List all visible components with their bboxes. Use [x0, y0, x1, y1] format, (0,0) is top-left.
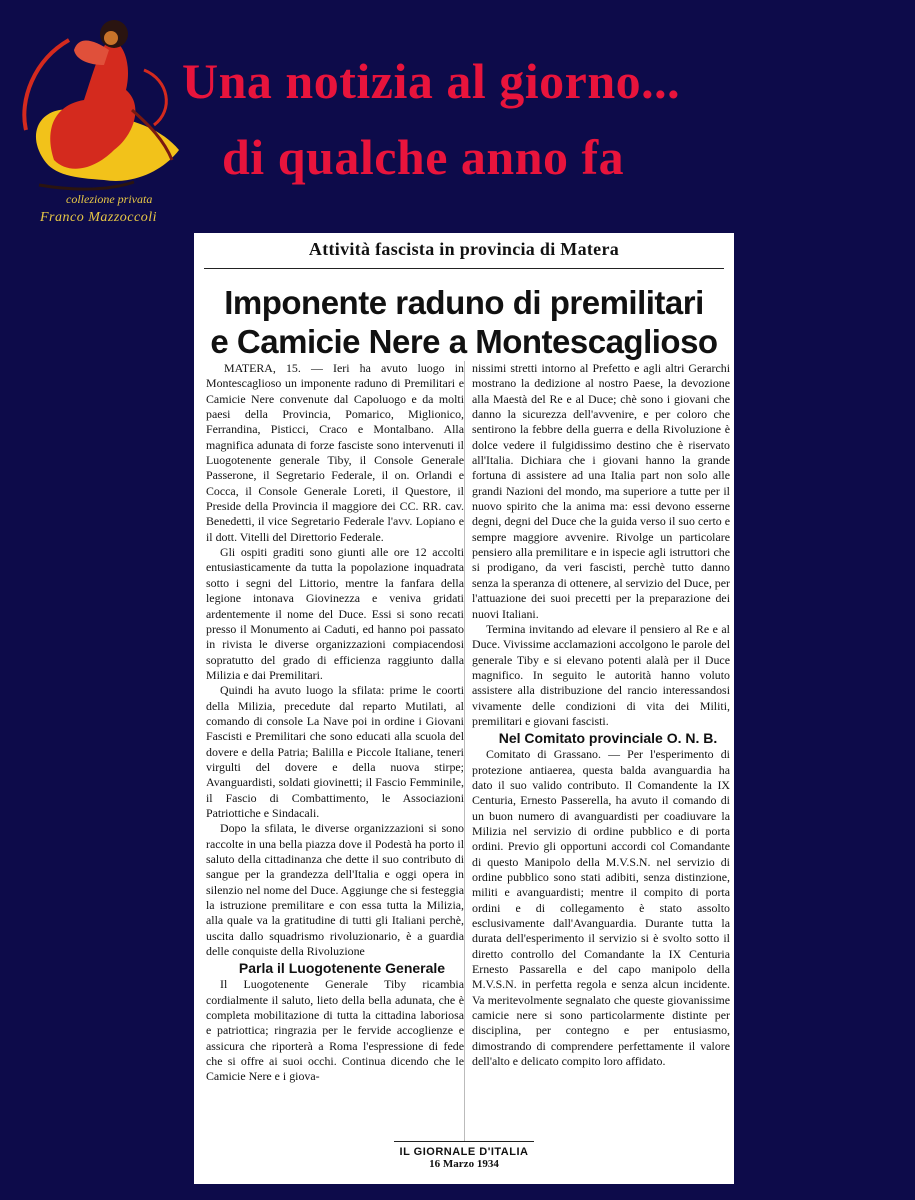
footer-divider: [394, 1141, 534, 1142]
headline-line-2: di qualche anno fa: [222, 129, 625, 185]
article-column-right: [472, 361, 730, 1069]
article-source: [194, 1146, 734, 1170]
article-paragraph: Comitato di Grassano. — Per l'esperimento di protezione antiaerea, questa balda avanguardia ha dato il suo valido contributo. Il Comandente la IX Centuria, Ernesto Passerella, ha avuto il comando di un buon numero di avanguardisti per coadiuvare la Milizia nel servizio di ordine pubblico e di porta ordini. Previo gli opportuni accordi col Comandante di questo Manipolo della M.V.S.N. nel servizio di ordine pubblico sono stati adibiti, senza distinzione, militi e avanguardisti; mentre il compito di porta ordini e di collegamento è stato assolto esclusivamente dall'Avanguardia. Durante tutta la durata dell'esperimento il servizio si è svolto sotto il diretto controllo del Comandante la IX Centuria Ernesto Passarella e del capo manipolo della M.V.S.N. in perfetta regola e senza alcun incidente. Va meritevolmente segnalato che queste giovanissime camicie nere si sono particolarmente distinte per disciplina, per contegno e per entusiasmo, dimostrando di comprendere perfettamente il valore dell'alto e delicato compito loro affidato.: [472, 747, 730, 1069]
logo-caption-collection: collezione privata: [66, 192, 153, 206]
collection-logo: [14, 10, 184, 225]
article-title-line-2: e Camicie Nere a Montescaglioso: [210, 323, 718, 360]
column-divider: [464, 361, 465, 1141]
article-paragraph: Il Luogotenente Generale Tiby ricambia cordialmente il saluto, lieto della bella adunata, che è completa mobilitazione di tutta la cittadina laboriosa e patriottica; ringrazia per le fervide accoglienze e assicura che riporterà a Roma l'espressione di fede che si offre ai suoi occhi. Continua dicendo che le Camicie Nere e i giova-: [206, 977, 464, 1084]
kicker-divider: [204, 268, 724, 269]
publication-date: 16 Marzo 1934: [429, 1158, 499, 1170]
article-kicker: Attività fascista in provincia di Matera: [308, 239, 620, 259]
article-paragraph: Termina invitando ad elevare il pensiero al Re e al Duce. Vivissime acclamazioni accolgono le parole del generale Tiby e si elevano potenti alalà per il Duce magnifico. In seguito le autorità hanno voluto assistere alla distribuzione del rancio interessandosi vivamente delle condizioni di vita dei Militi, premilitari e giovani fascisti.: [472, 621, 730, 728]
subheading-luogotenente: Parla il Luogotenente Generale: [238, 960, 446, 977]
newspaper-clipping: [194, 233, 734, 1184]
article-column-left: [206, 361, 464, 1085]
article-paragraph: MATERA, 15. — Ieri ha avuto luogo in Montescaglioso un imponente raduno di Premilitari e Camicie Nere convenute dal Capoluogo e da molti paesi della Provincia, Pomarico, Miglionico, Ferrandina, Pisticci, Craco e Montalbano. Alla magnifica adunata di forze fasciste sono intervenuti il Luogotenente generale Tiby, il Console Generale Passerone, il Segretario Federale, il on. Orlandi e Cocca, il Console Generale Loreti, il Questore, il Preside della Provincia il maggiore dei CC. RR. cav. Benedetti, il vice Segretario Federale l'avv. Lopiano e il dott. Vitelli del Direttorio Federale.: [206, 361, 464, 544]
article-paragraph: Quindi ha avuto luogo la sfilata: prime le coorti della Milizia, precedute dal reparto Mutilati, al comando di console La Nave poi in ordine i Giovani Fascisti e Premilitari che sono educati alla scuola del dovere e della Patria; Balilla e Piccole Italiane, teneri virgulti del dovere e della nuova stirpe; Avanguardisti, soldati giovinetti; il Fascio Femminile, il Fascio di Combattimento, le Associazioni Patriottiche e Sindacali.: [206, 683, 464, 820]
dancer-figure-icon: [14, 10, 184, 200]
article-paragraph: nissimi stretti intorno al Prefetto e agli altri Gerarchi mostrano la dedizione al nostro Paese, la devozione alla Maestà del Re e al Duce; chè sono i giovani che danno la sicurezza dell'avvenire, e per coloro che sentirono la febbre della guerra e della Rivoluzione è dolce vedere il fulgidissimo destino che è riservato all'Italia. Dichiara che i giovani hanno la grande fortuna di assistere ad una Italia part non solo alle grandi Nazioni del mondo, ma superiore a tutte per il nuovo spirito che la anima ma: essi devono esserne degni, degni del Duce che la guida verso il suo certo e sempre maggiore avvenire. Rivolge un particolare pensiero alla premilitare e in ispecie agli istruttori che si prodigano, da veri fascisti, perchè tutto danno senza la speranza di ottenere, al servizio del Duce, per l'attuazione dei suoi precetti per la preparazione dei nuovi Italiani.: [472, 361, 730, 621]
article-paragraph: Gli ospiti graditi sono giunti alle ore 12 accolti entusiasticamente da tutta la popolazione inquadrata sotto i segni del Littorio, mentre la fanfara della legione intonava Giovinezza e veniva gridati ardentemente il nome del Duce. Essi si sono recati presso il Monumento ai Caduti, ed hanno poi passato in rivista le diverse organizzazioni compiacendosi sopratutto del grado di efficienza raggiunto dalla Milizia e dai Premilitari.: [206, 545, 464, 682]
headline-line-1: Una notizia al giorno...: [182, 53, 681, 109]
article-paragraph: Dopo la sfilata, le diverse organizzazioni si sono raccolte in una bella piazza dove il Podestà ha porto il saluto della cittadinanza che dette il suo contributo di sangue per la grandezza dell'Italia e oggi opera in silenzio nel nome del Duce. Aggiunge che si festeggia la istruzione premilitare e con essa tutta la Milizia, alla quale va la gratitudine di tutti gli Italiani perchè, uscita dallo squadrismo rivoluzionario, è a guardia delle conquiste della Rivoluzione: [206, 821, 464, 959]
article-title-line-1: Imponente raduno di premilitari: [224, 284, 704, 321]
logo-caption-name: Franco Mazzoccoli: [40, 210, 157, 225]
subheading-comitato: Nel Comitato provinciale O. N. B.: [498, 730, 718, 747]
newspaper-name: IL GIORNALE D'ITALIA: [399, 1146, 529, 1158]
